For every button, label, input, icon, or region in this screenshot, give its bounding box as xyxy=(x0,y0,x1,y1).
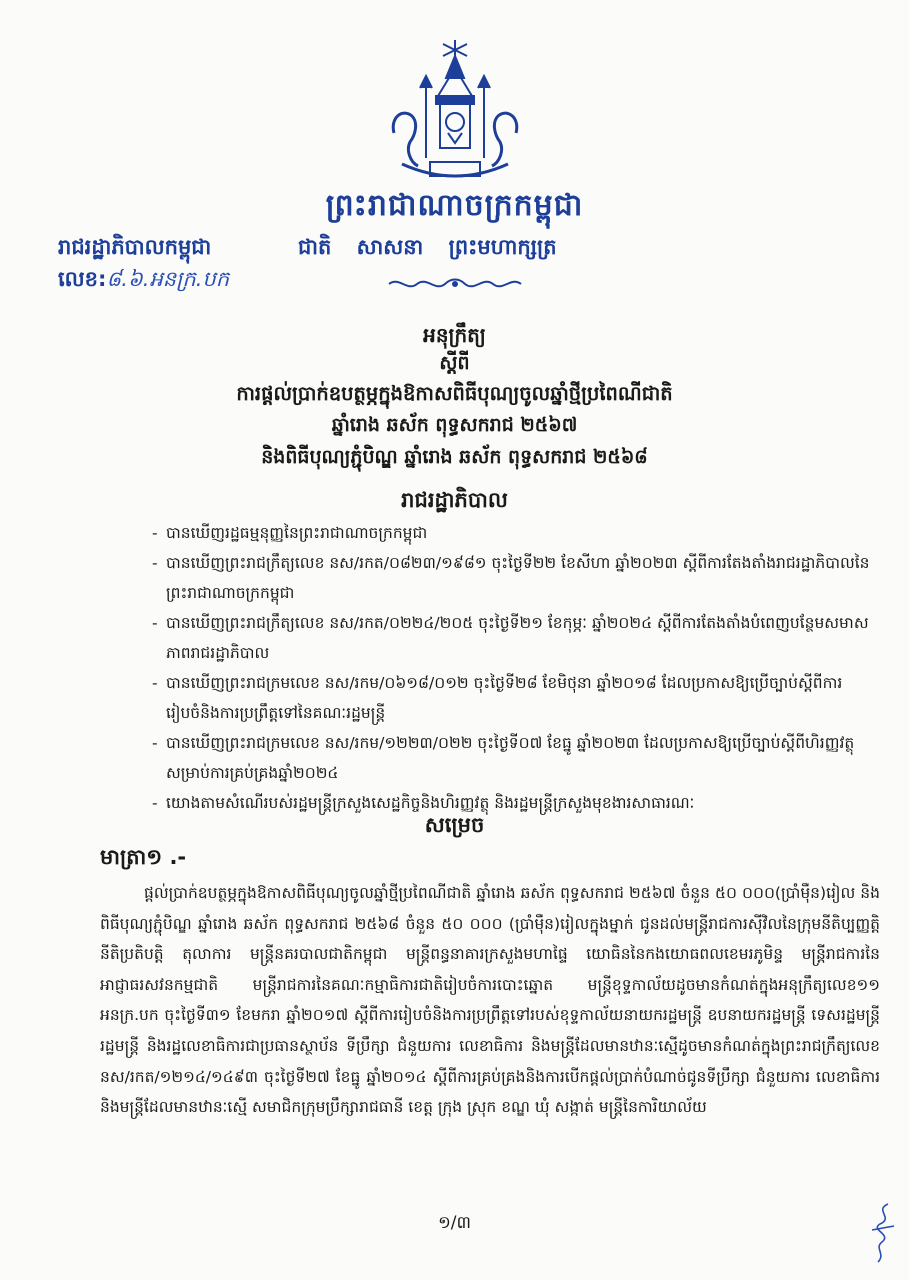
ornament-divider-icon xyxy=(385,272,525,296)
title-line-3: និងពិធីបុណ្យភ្ជុំបិណ្ឌ ឆ្នាំរោង ឆស័ក ពុទ្ធសករាជ ២៥៦៨ xyxy=(261,446,648,468)
royal-emblem-icon xyxy=(380,38,530,188)
reference-value: ៨.៦.អនក្រ.បក xyxy=(106,267,230,291)
clause-item: - បានឃើញរដ្ឋធម្មនុញ្ញនៃព្រះរាជាណាចក្រកម្ពុជា xyxy=(152,518,872,548)
clause-item: - បានឃើញព្រះរាជក្រមលេខ នស/រកម/០៦១៨/០១២ ចុះថ្ងៃទី២៨ ខែមិថុនា ឆ្នាំ២០១៨ ដែលប្រកាសឱ្យប្រើច្បាប់ស្តីពីការរៀបចំនិងការប្រព្រឹត្តទៅនៃគណៈរដ្ឋមន្ត្រី xyxy=(152,668,872,728)
title-line-2: ឆ្នាំរោង ឆស័ក ពុទ្ធសករាជ ២៥៦៧ xyxy=(331,414,578,436)
reference-label: លេខ: xyxy=(58,267,107,291)
clause-item: - បានឃើញព្រះរាជក្រឹត្យលេខ នស/រកត/០៨២៣/១៩៨១ ចុះថ្ងៃទី២២ ខែសីហា ឆ្នាំ២០២៣ ស្តីពីការតែងតាំងរាជរដ្ឋាភិបាលនៃព្រះរាជាណាចក្រកម្ពុជា xyxy=(152,548,872,608)
issuer-heading: រាជរដ្ឋាភិបាល xyxy=(401,488,508,512)
reference-number xyxy=(58,266,229,297)
national-motto: ជាតិ សាសនា ព្រះមហាក្សត្រ xyxy=(298,235,557,259)
initials-signature-icon xyxy=(864,1200,898,1266)
preamble-clauses xyxy=(152,518,872,818)
title-line-1: ការផ្តល់ប្រាក់ឧបត្ថម្ភក្នុងឱកាសពិធីបុណ្យចូលឆ្នាំថ្មីប្រពៃណីជាតិ xyxy=(236,382,673,405)
page-number: ១/៣ xyxy=(437,1213,472,1233)
government-name: រាជរដ្ឋាភិបាលកម្ពុជា xyxy=(58,235,212,259)
decree-heading: អនុក្រឹត្យ xyxy=(423,323,486,347)
decision-heading: សម្រេច xyxy=(424,813,485,837)
clause-item: - បានឃើញព្រះរាជក្រមលេខ នស/រកម/១២២៣/០២២ ចុះថ្ងៃទី០៧ ខែធ្នូ ឆ្នាំ២០២៣ ដែលប្រកាសឱ្យប្រើច្បាប់ស្តីពីហិរញ្ញវត្ថុសម្រាប់ការគ្រប់គ្រងឆ្នាំ២០២៤ xyxy=(152,728,872,788)
clause-item: - បានឃើញព្រះរាជក្រឹត្យលេខ នស/រកត/០២២៤/២០៥ ចុះថ្ងៃទី២១ ខែកុម្ភៈ ឆ្នាំ២០២៤ ស្តីពីការតែងតាំងបំពេញបន្ថែមសមាសភាពរាជរដ្ឋាភិបាល xyxy=(152,608,872,668)
article-1-text: ផ្តល់ប្រាក់ឧបត្ថម្ភក្នុងឱកាសពិធីបុណ្យចូលឆ្នាំថ្មីប្រពៃណីជាតិ ឆ្នាំរោង ឆស័ក ពុទ្ធសករាជ ២៥៦៧ ចំនួន ៥០ ០០០(ប្រាំម៉ឺន)រៀល និងពិធីបុណ្យភ្ជុំបិណ្ឌ ឆ្នាំរោង ឆស័ក ពុទ្ធសករាជ ២៥៦៨ ចំនួន ៥០ ០០០ (ប្រាំម៉ឺន)រៀលក្នុងម្នាក់ ជូនដល់មន្ត្រីរាជការស៊ីវិលនៃក្រុមនីតិប្បញ្ញត្តិ នីតិប្រតិបត្តិ តុលាការ មន្ត្រីនគរបាលជាតិកម្ពុជា មន្ត្រីពន្ធនាគារក្រសួងមហាផ្ទៃ យោធិននៃកងយោធពលខេមរភូមិន្ទ មន្ត្រីរាជការនៃអាជ្ញាធរសវនកម្មជាតិ មន្ត្រីរាជការនៃគណៈកម្មាធិការជាតិរៀបចំការបោះឆ្នោត មន្ត្រីខុទ្ទកាល័យដូចមានកំណត់ក្នុងអនុក្រឹត្យលេខ១១ អនក្រ.បក ចុះថ្ងៃទី៣១ ខែមករា ឆ្នាំ២០១៧ ស្តីពីការរៀបចំនិងការប្រព្រឹត្តទៅរបស់ខុទ្ទកាល័យនាយករដ្ឋមន្ត្រី ឧបនាយករដ្ឋមន្ត្រី ទេសរដ្ឋមន្ត្រី រដ្ឋមន្ត្រី និងរដ្ឋលេខាធិការជាប្រធានស្ថាប័ន ទីប្រឹក្សា ជំនួយការ លេខាធិការ និងមន្ត្រីដែលមានឋានៈស្មើដូចមានកំណត់ក្នុងព្រះរាជក្រឹត្យលេខ នស/រកត/១២១៤/១៤៩៣ ចុះថ្ងៃទី២៧ ខែធ្នូ ឆ្នាំ២០១៤ ស្តីពីការគ្រប់គ្រងនិងការបើកផ្តល់ប្រាក់បំណាច់ជូនទីប្រឹក្សា ជំនួយការ លេខាធិការ និងមន្ត្រីដែលមានឋានៈស្មើ សមាជិកក្រុមប្រឹក្សារាជធានី ខេត្ត ក្រុង ស្រុក ខណ្ឌ ឃុំ សង្កាត់ មន្ត្រីនៃការិយាល័យ xyxy=(100,884,880,1117)
article-1-heading: មាត្រា១ .- xyxy=(100,845,187,869)
clause-item: - យោងតាមសំណើរបស់រដ្ឋមន្ត្រីក្រសួងសេដ្ឋកិច្ចនិងហិរញ្ញវត្ថុ និងរដ្ឋមន្ត្រីក្រសួងមុខងារសាធារណៈ xyxy=(152,788,872,818)
about-heading: ស្តីពី xyxy=(439,352,470,374)
kingdom-title: ព្រះរាជាណាចក្រកម្ពុជា xyxy=(325,188,584,223)
